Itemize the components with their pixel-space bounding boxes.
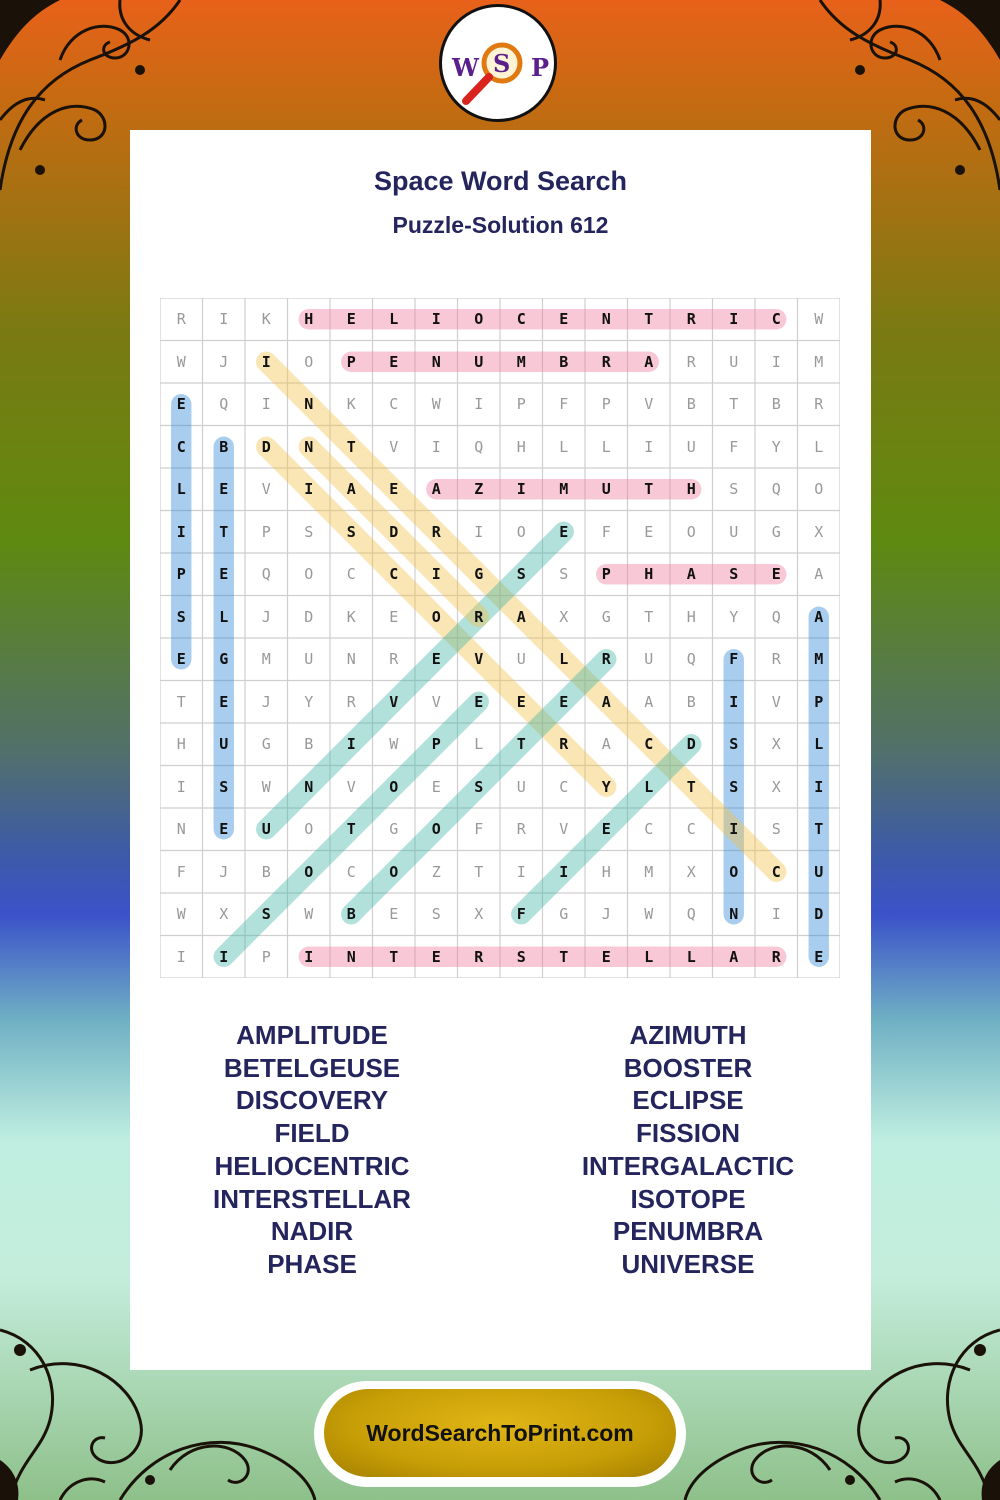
grid-cell[interactable]: S (771, 820, 781, 839)
grid-cell[interactable]: C (389, 395, 399, 414)
grid-cell[interactable]: D (389, 522, 399, 541)
grid-cell[interactable]: I (644, 437, 654, 456)
logo-letter-s: S (493, 49, 511, 78)
grid-cell[interactable]: T (814, 820, 824, 839)
grid-cell[interactable]: G (219, 650, 229, 669)
grid-cell[interactable]: P (261, 522, 271, 541)
grid-cell[interactable]: T (346, 820, 356, 839)
word-list-left (162, 1019, 462, 1281)
grid-cell[interactable]: D (261, 437, 271, 456)
grid-cell[interactable]: E (431, 777, 441, 796)
grid-cell[interactable]: E (389, 352, 399, 371)
grid-cell[interactable]: K (346, 607, 356, 626)
grid-cell[interactable]: L (559, 437, 569, 456)
grid-cell[interactable]: I (771, 905, 781, 924)
page-title: Space Word Search (373, 166, 628, 196)
grid-cell[interactable]: V (346, 777, 356, 796)
grid-cell[interactable]: P (601, 395, 611, 414)
grid-cell[interactable]: O (389, 777, 399, 796)
grid-cell[interactable]: U (516, 650, 526, 669)
grid-cell[interactable]: P (814, 692, 824, 711)
grid-cell[interactable]: N (304, 437, 314, 456)
grid-cell[interactable]: F (559, 395, 569, 414)
grid-cell[interactable]: E (771, 565, 781, 584)
grid-cell[interactable]: S (729, 777, 739, 796)
grid-cell[interactable]: W (814, 310, 824, 329)
word-list-item: FIELD (274, 1118, 350, 1149)
grid-cell[interactable]: I (431, 437, 441, 456)
grid-cell[interactable]: R (559, 735, 569, 754)
grid-cell[interactable]: R (601, 352, 611, 371)
word-list-item: HELIOCENTRIC (214, 1150, 410, 1181)
grid-cell[interactable]: O (431, 607, 441, 626)
grid-cell[interactable]: Z (431, 862, 441, 881)
grid-cell[interactable]: E (474, 692, 484, 711)
grid-cell[interactable]: L (814, 735, 824, 754)
grid-cell[interactable]: L (686, 947, 696, 966)
grid-cell[interactable]: S (304, 522, 314, 541)
grid-cell[interactable]: W (644, 905, 654, 924)
grid-cell[interactable]: R (686, 310, 696, 329)
grid-cell[interactable]: E (644, 522, 654, 541)
grid-cell[interactable]: Q (771, 607, 781, 626)
grid-cell[interactable]: T (644, 607, 654, 626)
grid-cell[interactable]: L (644, 777, 654, 796)
grid-cell[interactable]: S (261, 905, 271, 924)
grid-cell[interactable]: A (644, 692, 654, 711)
grid-cell[interactable]: P (601, 565, 611, 584)
grid-cell[interactable]: C (389, 565, 399, 584)
grid-cell[interactable]: B (346, 905, 356, 924)
grid-cell[interactable]: N (346, 947, 356, 966)
grid-cell[interactable]: A (601, 735, 611, 754)
grid-cell[interactable]: A (729, 947, 739, 966)
grid-cell[interactable]: B (771, 395, 781, 414)
grid-cell[interactable]: J (601, 905, 611, 924)
grid-cell[interactable]: T (346, 437, 356, 456)
grid-cell[interactable]: X (686, 862, 696, 881)
grid-cell[interactable]: B (219, 437, 229, 456)
grid-cell[interactable]: G (389, 820, 399, 839)
grid-cell[interactable]: Z (474, 480, 484, 499)
grid-cell[interactable]: F (176, 862, 186, 881)
grid-cell[interactable]: L (814, 437, 824, 456)
grid-cell[interactable]: S (729, 565, 739, 584)
grid-cell[interactable]: E (219, 565, 229, 584)
grid-cell[interactable]: Y (304, 692, 314, 711)
grid-cell[interactable]: P (431, 735, 441, 754)
grid-cell[interactable]: Q (261, 565, 271, 584)
grid-cell[interactable]: Q (686, 905, 696, 924)
grid-cell[interactable]: I (261, 395, 271, 414)
word-list-item: BOOSTER (623, 1052, 753, 1083)
grid-cell[interactable]: S (346, 522, 356, 541)
grid-cell[interactable]: C (686, 820, 696, 839)
grid-cell[interactable]: I (176, 777, 186, 796)
grid-cell[interactable]: G (601, 607, 611, 626)
grid-cell[interactable]: U (686, 437, 696, 456)
grid-cell[interactable]: O (304, 820, 314, 839)
grid-cell[interactable]: X (814, 522, 824, 541)
grid-cell[interactable]: E (559, 692, 569, 711)
grid-cell[interactable]: E (389, 480, 399, 499)
grid-cell[interactable]: F (474, 820, 484, 839)
grid-cell[interactable]: X (474, 905, 484, 924)
grid-cell[interactable]: G (261, 735, 271, 754)
footer-badge (314, 1381, 686, 1487)
grid-cell[interactable]: S (516, 565, 526, 584)
grid-cell[interactable]: E (431, 650, 441, 669)
grid-cell[interactable]: E (601, 820, 611, 839)
grid-cell[interactable]: I (729, 692, 739, 711)
grid-cell[interactable]: R (431, 522, 441, 541)
grid-cell[interactable]: U (729, 352, 739, 371)
puzzle-card (130, 130, 871, 1370)
word-list-item: DISCOVERY (235, 1085, 389, 1116)
grid-cell[interactable]: S (474, 777, 484, 796)
grid-cell[interactable]: O (729, 862, 739, 881)
grid-cell[interactable]: R (686, 352, 696, 371)
grid-cell[interactable]: S (176, 607, 186, 626)
grid-cell[interactable]: N (346, 650, 356, 669)
grid-cell[interactable]: V (559, 820, 569, 839)
grid-cell[interactable]: I (261, 352, 271, 371)
grid-cell[interactable]: I (219, 310, 229, 329)
grid-cell[interactable]: H (601, 862, 611, 881)
grid-cell[interactable]: N (304, 395, 314, 414)
grid-cell[interactable]: G (559, 905, 569, 924)
grid-cell[interactable]: O (516, 522, 526, 541)
grid-cell[interactable]: M (814, 352, 824, 371)
grid-cell[interactable]: T (219, 522, 229, 541)
grid-cell[interactable]: F (601, 522, 611, 541)
grid-cell[interactable]: I (431, 310, 441, 329)
grid-cell[interactable]: X (771, 735, 781, 754)
grid-cell[interactable]: L (176, 480, 186, 499)
grid-cell[interactable]: A (814, 607, 824, 626)
grid-cell[interactable]: S (729, 480, 739, 499)
grid-cell[interactable]: F (729, 437, 739, 456)
grid-cell[interactable]: I (176, 947, 186, 966)
grid-cell[interactable]: I (474, 395, 484, 414)
grid-cell[interactable]: T (389, 947, 399, 966)
word-grid[interactable] (160, 298, 840, 978)
grid-cell[interactable]: R (771, 650, 781, 669)
grid-cell[interactable]: C (346, 565, 356, 584)
grid-cell[interactable]: O (304, 352, 314, 371)
grid-cell[interactable]: X (771, 777, 781, 796)
site-link[interactable]: WordSearchToPrint.com (324, 1389, 676, 1477)
word-list-item: BETELGEUSE (223, 1052, 401, 1083)
grid-cell[interactable]: E (176, 650, 186, 669)
grid-cell[interactable]: P (346, 352, 356, 371)
grid-cell[interactable]: E (601, 947, 611, 966)
grid-cell[interactable]: J (219, 352, 229, 371)
grid-cell[interactable]: D (814, 905, 824, 924)
grid-cell[interactable]: U (814, 862, 824, 881)
grid-cell[interactable]: P (176, 565, 186, 584)
grid-cell[interactable]: C (771, 862, 781, 881)
site-logo[interactable] (439, 4, 557, 122)
grid-cell[interactable]: U (644, 650, 654, 669)
grid-cell[interactable]: X (219, 905, 229, 924)
grid-cell[interactable]: I (431, 565, 441, 584)
grid-cell[interactable]: H (176, 735, 186, 754)
grid-cell[interactable]: U (219, 735, 229, 754)
grid-cell[interactable]: M (559, 480, 569, 499)
grid-cell[interactable]: N (729, 905, 739, 924)
grid-cell[interactable]: R (771, 947, 781, 966)
word-list-item: INTERSTELLAR (213, 1183, 411, 1214)
grid-cell[interactable]: A (686, 565, 696, 584)
word-list-item: NADIR (270, 1216, 354, 1247)
grid-cell[interactable]: V (771, 692, 781, 711)
grid-cell[interactable]: T (686, 777, 696, 796)
grid-cell[interactable]: T (516, 735, 526, 754)
grid-cell[interactable]: V (389, 692, 399, 711)
grid-cell[interactable]: I (176, 522, 186, 541)
grid-cell[interactable]: I (219, 947, 229, 966)
grid-cell[interactable]: I (304, 480, 314, 499)
grid-cell[interactable]: R (474, 947, 484, 966)
grid-cell[interactable]: C (346, 862, 356, 881)
grid-cell[interactable]: R (346, 692, 356, 711)
grid-cell[interactable]: B (261, 862, 271, 881)
grid-cell[interactable]: I (304, 947, 314, 966)
grid-cell[interactable]: E (346, 310, 356, 329)
grid-cell[interactable]: J (219, 862, 229, 881)
grid-cell[interactable]: I (771, 352, 781, 371)
grid-cell[interactable]: B (559, 352, 569, 371)
grid-cell[interactable]: Q (474, 437, 484, 456)
grid-cell[interactable]: Y (729, 607, 739, 626)
grid-cell[interactable]: L (389, 310, 399, 329)
grid-cell[interactable]: S (219, 777, 229, 796)
grid-cell[interactable]: D (686, 735, 696, 754)
grid-cell[interactable]: O (431, 820, 441, 839)
grid-cell[interactable]: P (516, 395, 526, 414)
grid-cell[interactable]: R (389, 650, 399, 669)
word-list-item: ISOTOPE (630, 1183, 746, 1214)
grid-cell[interactable]: U (729, 522, 739, 541)
grid-cell[interactable]: O (304, 862, 314, 881)
grid-cell[interactable]: W (389, 735, 399, 754)
grid-cell[interactable]: R (814, 395, 824, 414)
grid-cell[interactable]: X (559, 607, 569, 626)
grid-cell[interactable]: E (219, 820, 229, 839)
grid-cell[interactable]: V (474, 650, 484, 669)
grid-cell[interactable]: I (559, 862, 569, 881)
grid-cell[interactable]: A (644, 352, 654, 371)
grid-cell[interactable]: N (176, 820, 186, 839)
grid-cell[interactable]: H (686, 480, 696, 499)
grid-cell[interactable]: L (219, 607, 229, 626)
grid-cell[interactable]: E (389, 607, 399, 626)
grid-cell[interactable]: M (261, 650, 271, 669)
grid-cell[interactable]: F (729, 650, 739, 669)
word-list-item: ECLIPSE (632, 1085, 744, 1116)
grid-cell[interactable]: B (304, 735, 314, 754)
grid-cell[interactable]: C (644, 735, 654, 754)
grid-cell[interactable]: E (814, 947, 824, 966)
grid-cell[interactable]: B (686, 692, 696, 711)
word-list-item: AMPLITUDE (236, 1020, 388, 1050)
grid-cell[interactable]: E (219, 692, 229, 711)
word-list-item: FISSION (635, 1118, 740, 1149)
grid-cell[interactable]: C (771, 310, 781, 329)
grid-cell[interactable]: L (559, 650, 569, 669)
word-list-item: AZIMUTH (629, 1020, 747, 1050)
grid-cell[interactable]: T (176, 692, 186, 711)
grid-cell[interactable]: Q (686, 650, 696, 669)
grid-cell[interactable]: U (261, 820, 271, 839)
grid-cell[interactable]: T (644, 310, 654, 329)
grid-cell[interactable]: K (346, 395, 356, 414)
grid-cell[interactable]: A (346, 480, 356, 499)
grid-cell[interactable]: G (771, 522, 781, 541)
grid-cell[interactable]: G (474, 565, 484, 584)
grid-cell[interactable]: U (516, 777, 526, 796)
grid-cell[interactable]: V (261, 480, 271, 499)
grid-cell[interactable]: H (644, 565, 654, 584)
page-subtitle: Puzzle-Solution 612 (392, 212, 609, 238)
grid-cell[interactable]: O (814, 480, 824, 499)
grid-cell[interactable]: Q (219, 395, 229, 414)
grid-cell[interactable]: E (219, 480, 229, 499)
grid-cell[interactable]: O (389, 862, 399, 881)
grid-cell[interactable]: C (516, 310, 526, 329)
word-list-right (538, 1019, 838, 1281)
grid-cell[interactable]: V (431, 692, 441, 711)
logo-letter-p: P (531, 53, 550, 82)
grid-cell[interactable]: U (474, 352, 484, 371)
word-list-item: PENUMBRA (612, 1216, 764, 1247)
grid-cell[interactable]: A (516, 607, 526, 626)
grid-cell[interactable]: H (516, 437, 526, 456)
grid-cell[interactable]: A (431, 480, 441, 499)
grid-cell[interactable]: I (814, 777, 824, 796)
grid-cell[interactable]: I (474, 522, 484, 541)
grid-cell[interactable]: W (431, 395, 441, 414)
grid-cell[interactable]: S (559, 565, 569, 584)
grid-cell[interactable]: E (559, 310, 569, 329)
grid-cell[interactable]: A (601, 692, 611, 711)
grid-cell[interactable]: M (644, 862, 654, 881)
grid-cell[interactable]: R (516, 820, 526, 839)
grid-cell[interactable]: H (686, 607, 696, 626)
grid-cell[interactable]: E (559, 522, 569, 541)
grid-cell[interactable]: P (261, 947, 271, 966)
grid-cell[interactable]: S (516, 947, 526, 966)
grid-cell[interactable]: L (601, 437, 611, 456)
grid-cell[interactable]: V (389, 437, 399, 456)
grid-cell[interactable]: Y (601, 777, 611, 796)
grid-cell[interactable]: B (686, 395, 696, 414)
grid-cell[interactable]: L (474, 735, 484, 754)
grid-cell[interactable]: I (729, 310, 739, 329)
grid-cell[interactable]: R (601, 650, 611, 669)
grid-cell[interactable]: E (389, 905, 399, 924)
word-list-item: PHASE (267, 1248, 357, 1279)
grid-cell[interactable]: W (176, 352, 186, 371)
grid-cell[interactable]: E (516, 692, 526, 711)
grid-cell[interactable]: J (261, 607, 271, 626)
word-list-item: INTERGALACTIC (581, 1150, 795, 1181)
grid-cell[interactable]: C (644, 820, 654, 839)
grid-cell[interactable]: D (304, 607, 314, 626)
grid-cell[interactable]: I (346, 735, 356, 754)
grid-cell[interactable]: Y (771, 437, 781, 456)
grid-cell[interactable]: C (559, 777, 569, 796)
grid-cell[interactable]: I (516, 480, 526, 499)
grid-cell[interactable]: N (601, 310, 611, 329)
grid-cell[interactable]: W (304, 905, 314, 924)
grid-cell[interactable]: F (516, 905, 526, 924)
grid-cell[interactable]: S (431, 905, 441, 924)
grid-cell[interactable]: T (474, 862, 484, 881)
grid-cell[interactable]: A (814, 565, 824, 584)
grid-cell[interactable]: T (729, 395, 739, 414)
grid-cell[interactable]: U (601, 480, 611, 499)
grid-cell[interactable]: K (261, 310, 271, 329)
grid-cell[interactable]: R (474, 607, 484, 626)
grid-cell[interactable]: M (814, 650, 824, 669)
grid-cell[interactable]: H (304, 310, 314, 329)
grid-cell[interactable]: W (176, 905, 186, 924)
grid-cell[interactable]: T (644, 480, 654, 499)
grid-cell[interactable]: T (559, 947, 569, 966)
grid-cell[interactable]: U (304, 650, 314, 669)
grid-cell[interactable]: R (176, 310, 186, 329)
grid-cell[interactable]: O (474, 310, 484, 329)
grid-cell[interactable]: J (261, 692, 271, 711)
grid-cell[interactable]: I (516, 862, 526, 881)
grid-cell[interactable]: W (261, 777, 271, 796)
grid-cell[interactable]: O (304, 565, 314, 584)
grid-cell[interactable]: V (644, 395, 654, 414)
word-list-item: UNIVERSE (621, 1248, 755, 1279)
logo-letter-w: W (452, 53, 479, 82)
grid-cell[interactable]: I (729, 820, 739, 839)
grid-cell[interactable]: C (176, 437, 186, 456)
grid-cell[interactable]: E (431, 947, 441, 966)
grid-cell[interactable]: Q (771, 480, 781, 499)
grid-cell[interactable]: O (686, 522, 696, 541)
grid-cell[interactable]: N (431, 352, 441, 371)
grid-cell[interactable]: N (304, 777, 314, 796)
grid-cell[interactable]: M (516, 352, 526, 371)
grid-cell[interactable]: E (176, 395, 186, 414)
grid-cell[interactable]: S (729, 735, 739, 754)
grid-cell[interactable]: L (644, 947, 654, 966)
